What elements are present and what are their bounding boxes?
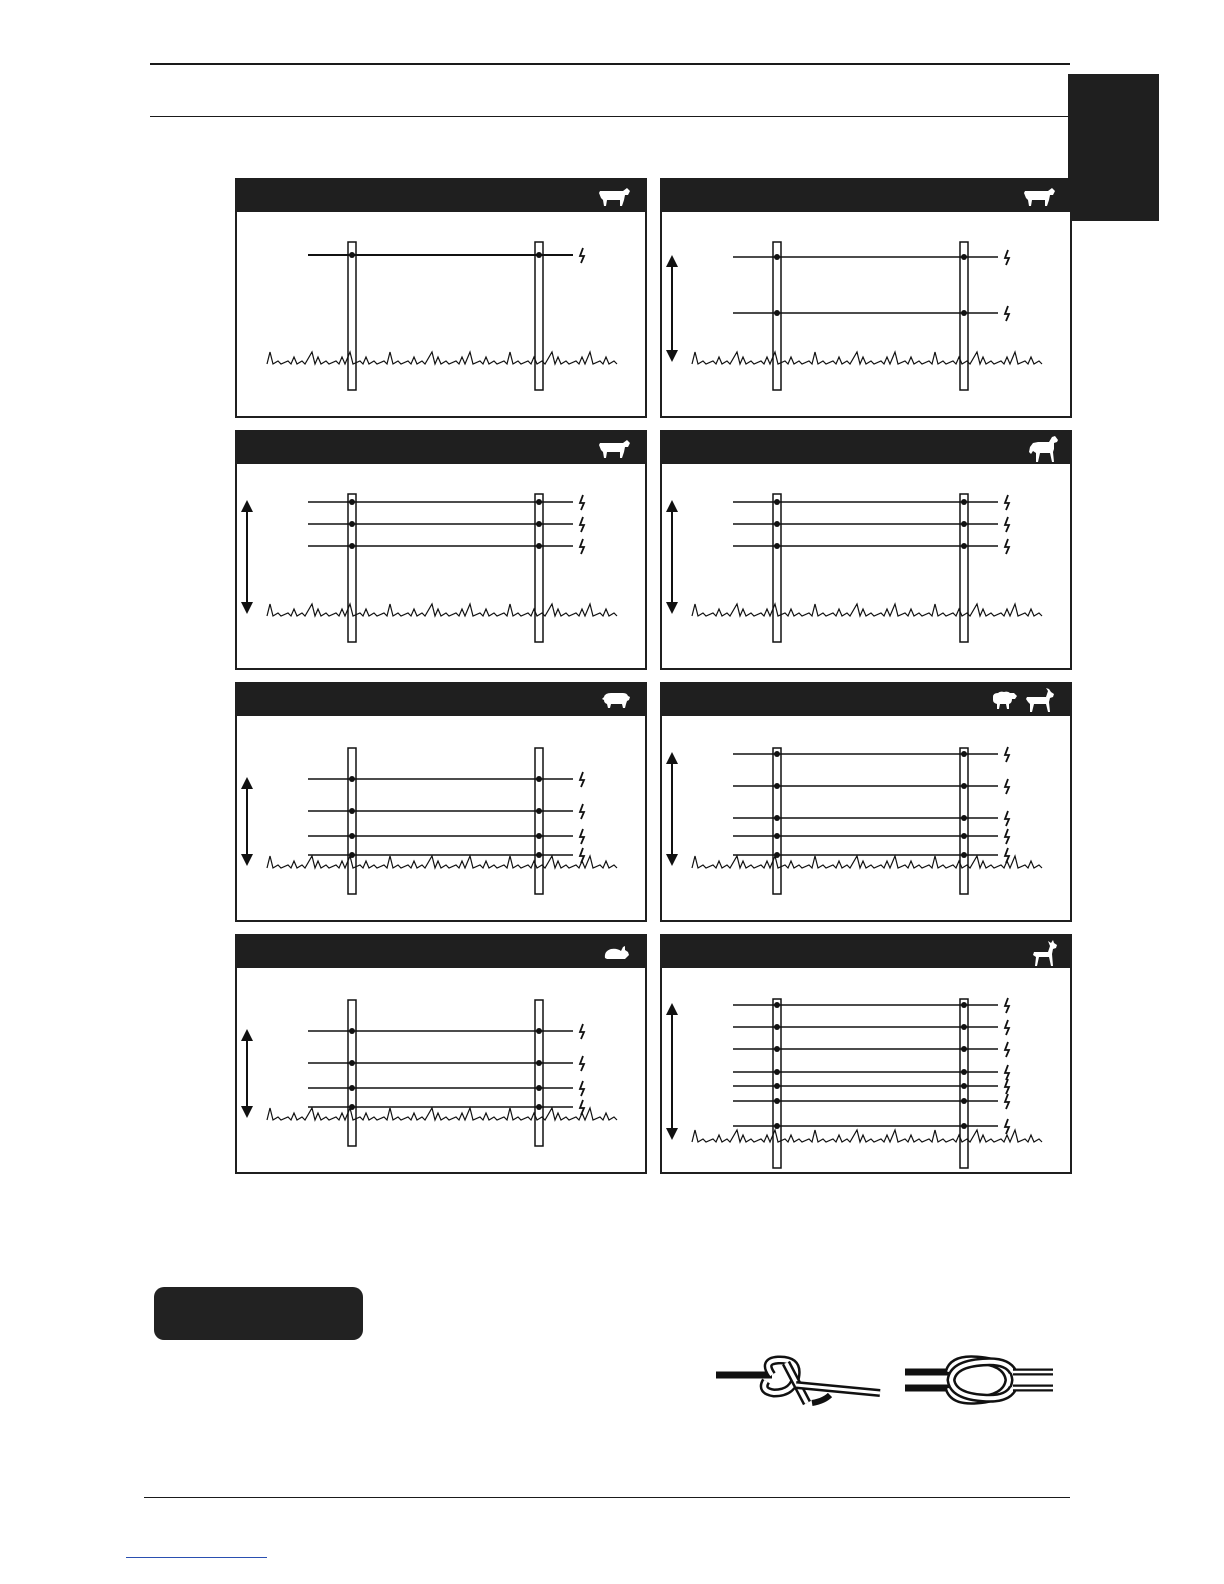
insulator <box>961 521 967 527</box>
insulator <box>536 499 542 505</box>
insulator <box>961 1083 967 1089</box>
electric-bolt-icon <box>1005 779 1009 794</box>
insulator <box>349 808 355 814</box>
footer-rule <box>144 1497 1070 1498</box>
electric-bolt-icon <box>580 772 584 787</box>
insulator <box>961 1046 967 1052</box>
fence-post-left <box>348 748 356 894</box>
insulator <box>774 254 780 260</box>
fence-diagram-deer-7 <box>660 934 1072 1174</box>
grass-line <box>267 352 617 364</box>
electric-bolt-icon <box>1005 1020 1009 1035</box>
insulator <box>774 1098 780 1104</box>
fence-diagram-cattle-2 <box>660 178 1072 418</box>
electric-bolt-icon <box>580 1024 584 1039</box>
insulator <box>349 499 355 505</box>
insulator <box>349 252 355 258</box>
electric-bolt-icon <box>1005 998 1009 1013</box>
fence-drawing <box>662 432 1074 672</box>
insulator <box>536 543 542 549</box>
insulator <box>349 1085 355 1091</box>
fence-drawing <box>662 936 1074 1176</box>
insulator <box>774 1123 780 1129</box>
electric-bolt-icon <box>1005 1042 1009 1057</box>
insulator <box>536 1060 542 1066</box>
insulator <box>961 1098 967 1104</box>
electric-bolt-icon <box>1005 747 1009 762</box>
height-arrow <box>666 752 678 866</box>
electric-bolt-icon <box>580 848 584 863</box>
insulator <box>961 852 967 858</box>
insulator <box>349 543 355 549</box>
height-arrow <box>666 500 678 614</box>
insulator <box>961 833 967 839</box>
insulator <box>774 833 780 839</box>
insulator <box>774 783 780 789</box>
insulator <box>536 521 542 527</box>
electric-bolt-icon <box>580 829 584 844</box>
electric-bolt-icon <box>1005 517 1009 532</box>
electric-bolt-icon <box>580 804 584 819</box>
electric-bolt-icon <box>580 1056 584 1071</box>
fence-drawing <box>662 684 1074 924</box>
insulator <box>961 1002 967 1008</box>
grass-line <box>692 604 1042 616</box>
insulator <box>536 808 542 814</box>
fence-diagram-cattle-3 <box>235 430 647 670</box>
height-arrow <box>241 777 253 866</box>
fence-diagram-sheep-goat-5 <box>660 682 1072 922</box>
electric-bolt-icon <box>1005 250 1009 265</box>
insulator <box>774 499 780 505</box>
fence-post-right <box>535 242 543 390</box>
grass-line <box>692 1130 1042 1142</box>
header-bottom-rule <box>150 116 1070 117</box>
insulator <box>349 852 355 858</box>
insulator <box>349 1104 355 1110</box>
fence-drawing <box>237 432 649 672</box>
insulator <box>536 852 542 858</box>
insulator <box>961 1024 967 1030</box>
grass-line <box>267 1108 617 1120</box>
electric-bolt-icon <box>580 248 584 263</box>
insulator <box>774 815 780 821</box>
insulator <box>774 1083 780 1089</box>
fence-drawing <box>237 684 649 924</box>
insulator <box>961 783 967 789</box>
header-top-rule <box>150 63 1070 65</box>
insulator <box>536 1085 542 1091</box>
insulator <box>774 852 780 858</box>
fence-drawing <box>237 936 649 1176</box>
insulator <box>774 1002 780 1008</box>
electric-bolt-icon <box>1005 848 1009 863</box>
fence-post-left <box>348 242 356 390</box>
fence-post-right <box>535 1000 543 1146</box>
insulator <box>774 1024 780 1030</box>
insulator <box>961 499 967 505</box>
electric-bolt-icon <box>580 517 584 532</box>
fence-post-left <box>348 1000 356 1146</box>
insulator <box>961 254 967 260</box>
electric-bolt-icon <box>580 495 584 510</box>
insulator <box>774 521 780 527</box>
insulator <box>536 252 542 258</box>
section-tab[interactable] <box>1068 74 1159 221</box>
grass-line <box>692 856 1042 868</box>
height-arrow <box>666 1003 678 1140</box>
electric-bolt-icon <box>1005 1065 1009 1080</box>
insulator <box>774 1046 780 1052</box>
insulator <box>536 1028 542 1034</box>
fence-diagram-rabbit-4 <box>235 934 647 1174</box>
footer-link-underline[interactable] <box>126 1557 267 1558</box>
electric-bolt-icon <box>580 1081 584 1096</box>
height-arrow <box>241 500 253 614</box>
insulator <box>961 815 967 821</box>
electric-bolt-icon <box>1005 829 1009 844</box>
insulator <box>349 1028 355 1034</box>
grass-line <box>267 856 617 868</box>
insulator <box>774 1069 780 1075</box>
fence-diagram-cattle-1 <box>235 178 647 418</box>
fence-drawing <box>662 180 1074 420</box>
insulator <box>774 310 780 316</box>
fence-post-left <box>773 494 781 642</box>
square-knot-icon <box>903 1352 1058 1412</box>
fence-post-left <box>348 494 356 642</box>
fence-diagram-pig-4 <box>235 682 647 922</box>
section-label-box <box>154 1287 363 1340</box>
grass-line <box>267 604 617 616</box>
fence-drawing <box>237 180 649 420</box>
grass-line <box>692 352 1042 364</box>
electric-bolt-icon <box>1005 1119 1009 1134</box>
insulator <box>961 1123 967 1129</box>
loop-knot-icon <box>712 1355 887 1415</box>
electric-bolt-icon <box>580 1100 584 1115</box>
electric-bolt-icon <box>1005 539 1009 554</box>
height-arrow <box>241 1029 253 1118</box>
insulator <box>961 751 967 757</box>
electric-bolt-icon <box>1005 1079 1009 1094</box>
insulator <box>349 521 355 527</box>
fence-post-right <box>535 748 543 894</box>
insulator <box>536 776 542 782</box>
insulator <box>536 833 542 839</box>
electric-bolt-icon <box>1005 1094 1009 1109</box>
electric-bolt-icon <box>1005 811 1009 826</box>
insulator <box>536 1104 542 1110</box>
electric-bolt-icon <box>1005 495 1009 510</box>
electric-bolt-icon <box>580 539 584 554</box>
insulator <box>961 1069 967 1075</box>
insulator <box>349 776 355 782</box>
insulator <box>961 543 967 549</box>
insulator <box>774 543 780 549</box>
insulator <box>774 751 780 757</box>
fence-post-right <box>960 494 968 642</box>
fence-diagram-horse-3 <box>660 430 1072 670</box>
fence-post-right <box>535 494 543 642</box>
insulator <box>349 1060 355 1066</box>
insulator <box>961 310 967 316</box>
insulator <box>349 833 355 839</box>
height-arrow <box>666 255 678 362</box>
electric-bolt-icon <box>1005 306 1009 321</box>
